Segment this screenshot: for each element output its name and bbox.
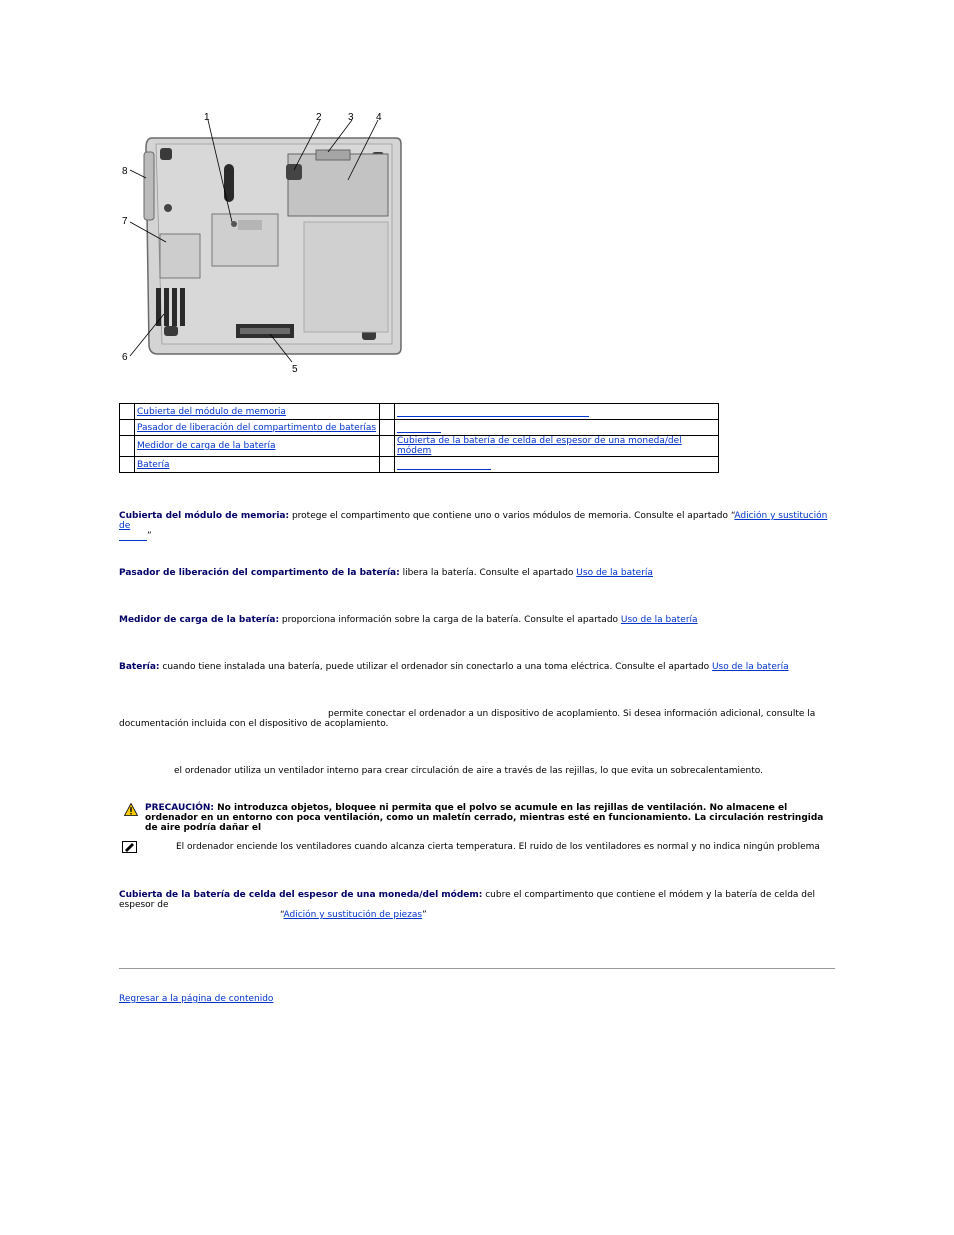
legend-link-memory-cover[interactable]: Cubierta del módulo de memoria xyxy=(137,406,286,417)
callout-3: 3 xyxy=(348,112,354,123)
legend-number-cell xyxy=(120,404,135,420)
callout-8: 8 xyxy=(122,166,128,177)
memory-cover-description xyxy=(119,511,835,541)
link-continuation[interactable] xyxy=(119,531,147,541)
battery-description xyxy=(119,662,835,672)
legend-link-charge-gauge[interactable]: Medidor de carga de la batería xyxy=(137,441,276,451)
callout-6: 6 xyxy=(122,352,128,363)
callout-2: 2 xyxy=(316,112,322,123)
legend-cell xyxy=(135,436,380,457)
air-vents-description xyxy=(119,766,835,776)
legend-cell xyxy=(135,457,380,473)
modem-cover-description xyxy=(119,890,835,920)
callout-1: 1 xyxy=(204,112,210,123)
caution-notice xyxy=(119,803,835,833)
legend-table xyxy=(119,403,719,473)
table-row xyxy=(120,457,719,473)
note-text: El ordenador enciende los ventiladores cuando alcanza cierta temperatura. El ruido de los ventiladores es normal y no indica ningún problema xyxy=(176,842,820,852)
note-notice xyxy=(119,842,835,852)
air-vents-text: el ordenador utiliza un ventilador interno para crear circulación de aire a través de las rejillas, lo que evita un sobrecalentamiento. xyxy=(174,766,763,776)
legend-cell xyxy=(395,457,719,473)
callout-5: 5 xyxy=(292,364,298,375)
quote-open: “ xyxy=(280,910,284,920)
legend-link-air-vents[interactable] xyxy=(397,423,441,433)
link-add-replace-parts[interactable]: Adición y sustitución de piezas xyxy=(283,910,423,920)
caution-body xyxy=(145,803,835,833)
quote-close: ” xyxy=(422,910,427,920)
memory-cover-text: protege el compartimento que contiene uno o varios módulos de memoria. Consulte el apartado “ xyxy=(289,511,735,521)
term-modem-cover: Cubierta de la batería de celda del espesor de una moneda/del módem: xyxy=(119,890,483,900)
charge-gauge-description xyxy=(119,615,835,625)
caution-icon xyxy=(124,803,138,816)
footer xyxy=(119,994,835,1004)
link-add-replace-parts[interactable]: Adición y sustitución de xyxy=(119,511,828,531)
laptop-bottom-illustration xyxy=(116,108,406,378)
legend-number-cell xyxy=(380,420,395,436)
callout-7: 7 xyxy=(122,216,128,227)
term-memory-cover: Cubierta del módulo de memoria: xyxy=(119,511,290,521)
charge-gauge-text: proporciona información sobre la carga de la batería. Consulte el apartado xyxy=(279,615,621,625)
legend-number-cell xyxy=(120,420,135,436)
docking-text-line1: permite conectar el ordenador a un dispositivo de acoplamiento. Si desea información adicional, consulte la xyxy=(328,709,816,719)
legend-link-battery-latch[interactable]: Pasador de liberación del compartimento de baterías xyxy=(137,422,377,433)
legend-cell xyxy=(395,404,719,420)
legend-link-device-bay[interactable] xyxy=(397,460,491,470)
legend-number-cell xyxy=(120,436,135,457)
battery-text: cuando tiene instalada una batería, puede utilizar el ordenador sin conectarlo a una toma eléctrica. Consulte el apartado xyxy=(159,662,712,672)
legend-cell xyxy=(135,404,380,420)
table-row xyxy=(120,404,719,420)
term-battery-latch: Pasador de liberación del compartimento de la batería: xyxy=(119,568,400,578)
callout-4: 4 xyxy=(376,112,382,123)
table-row xyxy=(120,436,719,457)
docking-text-line2: documentación incluida con el dispositivo de acoplamiento. xyxy=(119,719,389,729)
docking-connector-description xyxy=(119,709,835,729)
term-battery: Batería: xyxy=(119,662,160,672)
legend-number-cell xyxy=(120,457,135,473)
legend-link-docking-connector[interactable] xyxy=(397,407,589,417)
legend-link-modem-cover[interactable]: Cubierta de la batería de celda del espesor de una moneda/del módem xyxy=(397,436,682,456)
legend-number-cell xyxy=(380,404,395,420)
caution-text: No introduzca objetos, bloquee ni permita que el polvo se acumule en las rejillas de ventilación. No almacene el ordenador en un entorno con poca ventilación, como un maletín cerrado, mientras esté en funcionamiento. La circulación restringida de aire podría dañar el xyxy=(145,803,824,833)
memory-cover-quote-end: ” xyxy=(147,531,152,541)
legend-number-cell xyxy=(380,457,395,473)
legend-number-cell xyxy=(380,436,395,457)
legend-cell xyxy=(135,420,380,436)
link-using-battery[interactable]: Uso de la batería xyxy=(711,662,789,672)
table-row xyxy=(120,420,719,436)
term-charge-gauge: Medidor de carga de la batería: xyxy=(119,615,280,625)
note-icon xyxy=(122,841,137,853)
link-using-battery[interactable]: Uso de la batería xyxy=(576,568,653,578)
battery-latch-description xyxy=(119,568,835,578)
caution-label: PRECAUCIÓN: xyxy=(145,803,215,813)
legend-cell xyxy=(395,420,719,436)
footer-divider xyxy=(119,968,835,969)
link-using-battery[interactable]: Uso de la batería xyxy=(620,615,698,625)
back-to-contents-link[interactable]: Regresar a la página de contenido xyxy=(119,994,274,1004)
legend-link-battery[interactable]: Batería xyxy=(137,459,170,470)
modem-cover-text: cubre el compartimento que contiene el módem y la batería de celda del espesor de xyxy=(119,890,816,910)
legend-cell xyxy=(395,436,719,457)
battery-latch-text: libera la batería. Consulte el apartado xyxy=(399,568,577,578)
